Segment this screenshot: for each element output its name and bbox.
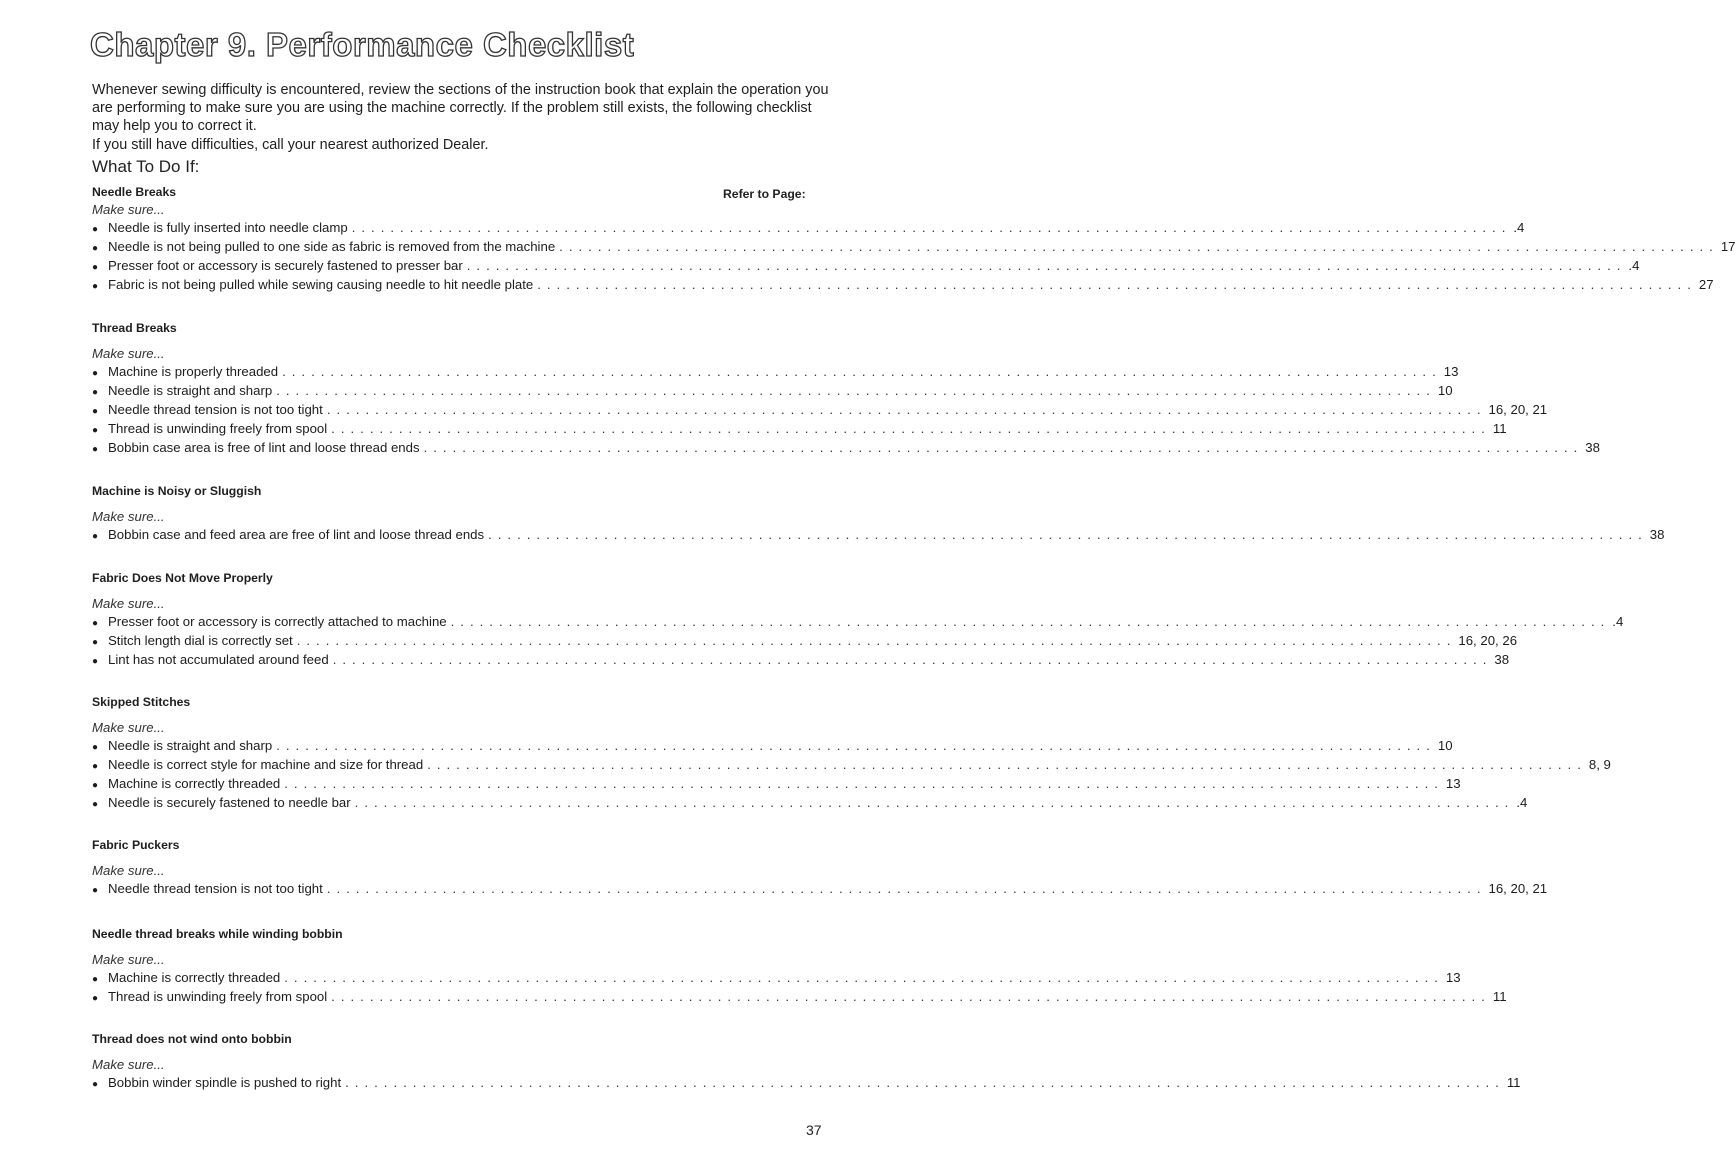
checklist-item xyxy=(92,613,1624,632)
item-page: 38 xyxy=(1585,439,1600,455)
section-heading: Thread Breaks xyxy=(92,321,177,335)
bullet-icon: ● xyxy=(92,443,99,455)
item-text: Machine is properly threaded xyxy=(108,364,279,380)
intro-dealer-note: If you still have difficulties, call your nearest authorized Dealer. xyxy=(92,136,489,153)
item-text: Needle is straight and sharp xyxy=(108,738,273,754)
bullet-icon: ● xyxy=(92,779,99,791)
checklist-item xyxy=(92,737,1453,756)
item-page: 16, 20, 21 xyxy=(1488,881,1548,897)
bullet-icon: ● xyxy=(92,405,99,417)
item-text: Needle is not being pulled to one side as fabric is removed from the machine xyxy=(108,239,556,255)
checklist-item xyxy=(92,756,1611,775)
dot-leader: ........................................................................................................................ xyxy=(423,439,1584,455)
dot-leader: ........................................................................................................................ xyxy=(284,970,1444,986)
checklist-item xyxy=(92,1074,1521,1093)
item-text: Presser foot or accessory is securely fastened to presser bar xyxy=(108,257,463,273)
item-page: 16, 20, 21 xyxy=(1488,401,1548,417)
bullet-icon: ● xyxy=(92,655,99,667)
make-sure-label: Make sure... xyxy=(92,202,165,217)
page-number: 37 xyxy=(806,1122,822,1138)
item-text: Machine is correctly threaded xyxy=(108,775,281,791)
dot-leader: ........................................................................................................................ xyxy=(427,757,1587,773)
dot-leader: ........................................................................................................................ xyxy=(296,633,1457,649)
dot-leader: ........................................................................................................................ xyxy=(326,881,1487,897)
item-page: 10 xyxy=(1437,383,1453,399)
make-sure-label: Make sure... xyxy=(92,596,165,611)
section-heading: Thread does not wind onto bobbin xyxy=(92,1032,292,1046)
make-sure-label: Make sure... xyxy=(92,509,165,524)
checklist-item xyxy=(92,276,1714,295)
bullet-icon: ● xyxy=(92,742,99,754)
checklist-item xyxy=(92,257,1640,276)
section-heading: Fabric Puckers xyxy=(92,838,180,852)
section-no-wind-onto-bobbin xyxy=(92,1030,1521,1093)
item-page: 10 xyxy=(1437,738,1453,754)
checklist-item xyxy=(92,526,1665,545)
section-breaks-while-winding xyxy=(92,925,1507,1007)
item-page: 8, 9 xyxy=(1588,757,1611,773)
what-to-do-heading: What To Do If: xyxy=(92,157,200,176)
item-page: 11 xyxy=(1492,420,1507,436)
checklist-item xyxy=(92,439,1600,458)
checklist-item xyxy=(92,651,1510,670)
checklist-item xyxy=(92,401,1548,420)
checklist-item xyxy=(92,238,1736,257)
checklist-item xyxy=(92,880,1548,899)
item-text: Bobbin case and feed area are free of lint and loose thread ends xyxy=(108,527,485,543)
item-text: Bobbin case area is free of lint and loose thread ends xyxy=(108,439,420,455)
dot-leader: ........................................................................................................................ xyxy=(488,527,1648,543)
item-page: 11 xyxy=(1492,989,1507,1005)
dot-leader: ........................................................................................................................ xyxy=(537,276,1697,292)
dot-leader: ........................................................................................................................ xyxy=(354,794,1515,810)
item-page: 11 xyxy=(1506,1075,1521,1091)
item-text: Lint has not accumulated around feed xyxy=(108,651,329,667)
section-fabric-puckers xyxy=(92,836,1548,899)
bullet-icon: ● xyxy=(92,387,99,399)
item-text: Needle thread tension is not too tight xyxy=(108,881,323,897)
bullet-icon: ● xyxy=(92,1079,99,1091)
bullet-icon: ● xyxy=(92,243,99,255)
make-sure-label: Make sure... xyxy=(92,720,165,735)
bullet-icon: ● xyxy=(92,531,99,543)
dot-leader: ........................................................................................................................ xyxy=(332,651,1493,667)
section-thread-breaks xyxy=(92,319,1600,457)
item-text: Needle is fully inserted into needle clamp xyxy=(108,220,348,236)
bullet-icon: ● xyxy=(92,224,99,236)
bullet-icon: ● xyxy=(92,424,99,436)
section-heading: Skipped Stitches xyxy=(92,695,191,709)
item-page: .4 xyxy=(1628,257,1640,273)
item-page: .4 xyxy=(1513,220,1525,236)
item-text: Stitch length dial is correctly set xyxy=(108,633,293,649)
item-text: Needle is straight and sharp xyxy=(108,383,273,399)
section-fabric-not-moving xyxy=(92,569,1624,670)
item-page: .4 xyxy=(1612,614,1624,630)
section-heading: Machine is Noisy or Sluggish xyxy=(92,484,262,498)
make-sure-label: Make sure... xyxy=(92,863,165,878)
item-page: 13 xyxy=(1445,775,1461,791)
item-text: Fabric is not being pulled while sewing causing needle to hit needle plate xyxy=(108,276,534,292)
bullet-icon: ● xyxy=(92,637,99,649)
item-text: Bobbin winder spindle is pushed to right xyxy=(108,1075,342,1091)
bullet-icon: ● xyxy=(92,618,99,630)
dot-leader: ........................................................................................................................ xyxy=(345,1075,1505,1091)
bullet-icon: ● xyxy=(92,261,99,273)
item-text: Needle is securely fastened to needle bar xyxy=(108,794,351,810)
page-title: Chapter 9. Performance Checklist xyxy=(90,26,635,63)
dot-leader: ........................................................................................................................ xyxy=(351,220,1512,236)
bullet-icon: ● xyxy=(92,368,99,380)
checklist-item xyxy=(92,363,1459,382)
item-page: 16, 20, 26 xyxy=(1458,633,1518,649)
item-text: Thread is unwinding freely from spool xyxy=(108,420,328,436)
dot-leader: ........................................................................................................................ xyxy=(331,989,1491,1005)
bullet-icon: ● xyxy=(92,974,99,986)
dot-leader: ........................................................................................................................ xyxy=(276,383,1436,399)
section-machine-noisy xyxy=(92,482,1665,545)
refer-to-page-label: Refer to Page: xyxy=(723,187,806,201)
checklist-item xyxy=(92,382,1453,401)
item-page: 38 xyxy=(1649,527,1665,543)
item-page: 17 xyxy=(1720,239,1736,255)
checklist-item xyxy=(92,794,1528,813)
checklist-item xyxy=(92,775,1461,794)
item-text: Presser foot or accessory is correctly attached to machine xyxy=(108,614,447,630)
checklist-item xyxy=(92,969,1461,988)
section-heading: Needle Breaks xyxy=(92,185,177,199)
make-sure-label: Make sure... xyxy=(92,346,165,361)
dot-leader: ........................................................................................................................ xyxy=(284,775,1444,791)
item-text: Needle thread tension is not too tight xyxy=(108,401,323,417)
bullet-icon: ● xyxy=(92,761,99,773)
intro-text xyxy=(92,81,830,154)
checklist-item xyxy=(92,420,1507,439)
dot-leader: ........................................................................................................................ xyxy=(276,738,1436,754)
bullet-icon: ● xyxy=(92,280,99,292)
dot-leader: ........................................................................................................................ xyxy=(559,239,1719,255)
dot-leader: ........................................................................................................................ xyxy=(450,614,1611,630)
item-page: .4 xyxy=(1516,794,1528,810)
item-text: Needle is correct style for machine and size for thread xyxy=(108,757,424,773)
dot-leader: ........................................................................................................................ xyxy=(331,420,1491,436)
bullet-icon: ● xyxy=(92,993,99,1005)
dot-leader: ........................................................................................................................ xyxy=(282,364,1442,380)
item-page: 13 xyxy=(1443,364,1459,380)
item-page: 13 xyxy=(1445,970,1461,986)
checklist-item xyxy=(92,988,1507,1007)
item-text: Machine is correctly threaded xyxy=(108,970,281,986)
checklist-item xyxy=(92,632,1518,651)
item-text: Thread is unwinding freely from spool xyxy=(108,989,328,1005)
section-heading: Fabric Does Not Move Properly xyxy=(92,571,273,585)
section-needle-breaks xyxy=(92,183,1736,295)
dot-leader: ........................................................................................................................ xyxy=(326,401,1487,417)
dot-leader: ........................................................................................................................ xyxy=(466,257,1627,273)
checklist-item xyxy=(92,219,1525,238)
item-page: 38 xyxy=(1494,651,1510,667)
make-sure-label: Make sure... xyxy=(92,1057,165,1072)
section-skipped-stitches xyxy=(92,693,1611,813)
bullet-icon: ● xyxy=(92,885,99,897)
bullet-icon: ● xyxy=(92,798,99,810)
intro-paragraph: Whenever sewing difficulty is encountered, review the sections of the instruction book that explain the operation you are performing to make sure you are using the machine correctly. If the problem still exists, the following checklist may help you to correct it. xyxy=(92,82,829,135)
item-page: 27 xyxy=(1698,276,1714,292)
section-heading: Needle thread breaks while winding bobbin xyxy=(92,927,343,941)
make-sure-label: Make sure... xyxy=(92,952,165,967)
